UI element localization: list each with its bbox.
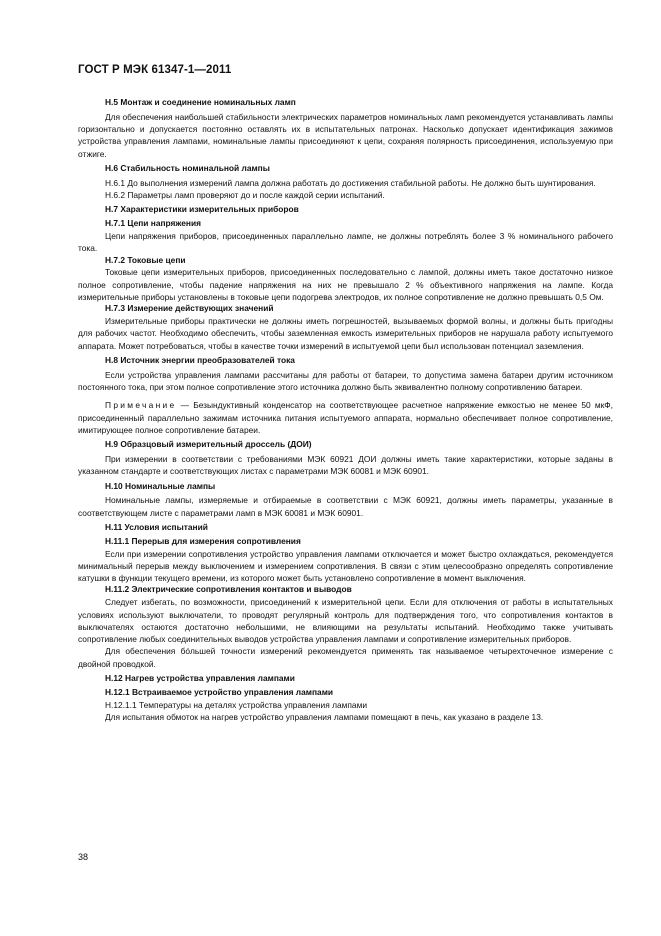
paragraph: Если устройства управления лампами рассчитаны для работы от батареи, то допустима замена батареи другим источником постоянного тока, при этом полное сопротивление этого источника должно быть эквивалентно полному сопротивлению батареи.	[78, 369, 613, 393]
paragraph: Измерительные приборы практически не должны иметь погрешностей, вызываемых формой волны, и должны быть пригодны для рабочих частот. Необходимо обеспечить, чтобы заземленная емкость измерительных приборов не нарушала работу испытуемого аппарата. Может потребоваться, чтобы в качестве точки измерений в испытуемой цепи был использован потенциал заземления.	[78, 316, 613, 351]
note-text: — Безындуктивный конденсатор на соответствующее расчетное напряжение емкостью не менее 50 мкФ, присоединенный параллельно зажимам источника питания испытуемого аппарата, нормально обеспечивает полное сопротивление, имитирующее полное сопротивление батареи.	[78, 400, 613, 435]
subsection-heading-h7-3: Н.7.3 Измерение действующих значений	[105, 303, 274, 314]
section-heading-h10: Н.10 Номинальные лампы	[105, 480, 216, 491]
section-heading-h6: Н.6 Стабильность номинальной лампы	[105, 162, 270, 173]
subsection-heading-h11-1: Н.11.1 Перерыв для измерения сопротивления	[105, 535, 301, 546]
paragraph: Н.12.1.1 Температуры на деталях устройства управления лампами	[105, 699, 368, 710]
paragraph: Для обеспечения бóльшей точности измерений рекомендуется применять так называемое четырехточечное измерение с двойной проводкой.	[78, 646, 613, 669]
subsection-heading-h12-1: Н.12.1 Встраиваемое устройство управления лампами	[105, 686, 334, 697]
paragraph: Н.6.1 До выполнения измерений лампа должна работать до достижения стабильной работы. Не должно быть шунтирования.	[105, 177, 596, 188]
paragraph: Следует избегать, по возможности, присоединений к измерительной цепи. Если для отключения от работы в испытательных условиях используют выключатели, то проводят регулярный контроль для подтверждения того, что сопротивления контактов в выключателях остаются достаточно небольшими, не влияющими на результаты испытаний. Необходимо также учитывать сопротивление любых соединительных выводов устройства управления лампами и сопротивление измерительных приборов.	[78, 597, 613, 645]
paragraph: Если при измерении сопротивления устройство управления лампами отключается и может быстро охлаждаться, рекомендуется минимальный перерыв между выключением и измерением сопротивления. В связи с этим целесообразно определять сопротивление катушки в функции текущего времени, из которого может быть установлено сопротивление в момент выключения.	[78, 548, 613, 584]
subsection-heading-h7-1: Н.7.1 Цепи напряжения	[105, 218, 202, 229]
section-heading-h12: Н.12 Нагрев устройства управления лампами	[105, 673, 295, 684]
note-paragraph	[78, 399, 613, 436]
section-heading-h11: Н.11 Условия испытаний	[105, 522, 208, 532]
section-heading-h5: Н.5 Монтаж и соединение номинальных ламп	[105, 97, 296, 107]
page-number: 38	[78, 852, 89, 862]
paragraph: Н.6.2 Параметры ламп проверяют до и после каждой серии испытаний.	[105, 190, 385, 201]
paragraph: Для обеспечения наибольшей стабильности электрических параметров номинальных ламп рекомендуется устанавливать лампы горизонтально и допускается постоянно оставлять их в испытательных патронах. Насколько допускает идентификация зажимов устройства управления лампами, номинальные лампы присоединяют к цепи, сохраняя полярность присоединения, используемую при отжиге.	[78, 111, 613, 159]
section-heading-h9: Н.9 Образцовый измерительный дроссель (ДОИ)	[105, 439, 312, 450]
paragraph: Для испытания обмоток на нагрев устройство управления лампами помещают в печь, как указано в разделе 13.	[105, 711, 544, 722]
paragraph: Номинальные лампы, измеряемые и отбираемые в соответствии с МЭК 60921, должны иметь параметры, указанные в соответствующем листе с параметрами ламп в МЭК 60081 и МЭК 60901.	[78, 495, 613, 518]
subsection-heading-h11-2: Н.11.2 Электрические сопротивления контактов и выводов	[105, 584, 352, 595]
paragraph: Токовые цепи измерительных приборов, присоединенных последовательно с лампой, должны иметь такое достаточно низкое полное сопротивление, чтобы падение напряжения на них не превышало 2 % объективного напряжения на лампе. Когда измерительные приборы установлены в токовые цепи подогрева электродов, их полное сопротивление не должно превышать 0,5 Ом.	[78, 267, 613, 302]
paragraph: Цепи напряжения приборов, присоединенных параллельно лампе, не должны потреблять более 3 % номинального рабочего тока.	[78, 230, 613, 254]
document-header: ГОСТ Р МЭК 61347-1—2011	[78, 64, 232, 76]
note-label: Примечание	[105, 400, 177, 411]
section-heading-h7: Н.7 Характеристики измерительных приборов	[105, 204, 299, 215]
paragraph: При измерении в соответствии с требованиями МЭК 60921 ДОИ должны иметь такие характеристики, которые заданы в указанном стандарте и соответствующих листах с параметрами МЭК 60081 и МЭК 60901.	[78, 454, 613, 477]
subsection-heading-h7-2: Н.7.2 Токовые цепи	[105, 254, 186, 265]
section-heading-h8: Н.8 Источник энергии преобразователей тока	[105, 354, 295, 365]
document-body	[78, 94, 613, 723]
